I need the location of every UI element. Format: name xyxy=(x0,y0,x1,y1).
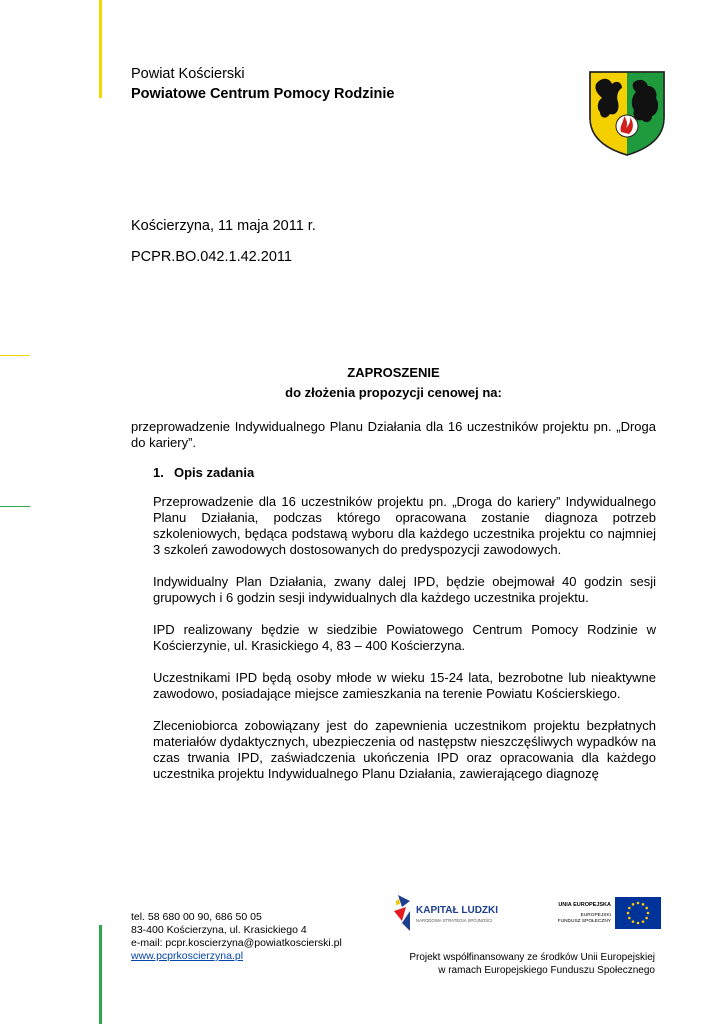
section-title-text: Opis zadania xyxy=(174,465,255,480)
fold-mark-green xyxy=(0,506,30,507)
footer-contact xyxy=(131,911,342,963)
document-title: ZAPROSZENIE xyxy=(347,365,440,380)
top-accent-bar xyxy=(99,0,102,98)
eu-star-icon xyxy=(647,912,650,915)
eu-star-icon xyxy=(645,907,648,910)
website-link[interactable]: www.pcprkoscierzyna.pl xyxy=(131,950,244,962)
document-meta xyxy=(131,216,316,267)
eu-line1: EUROPEJSKI xyxy=(580,913,611,918)
eu-star-icon xyxy=(642,903,645,906)
eu-star-icon xyxy=(628,917,631,920)
contact-email: e-mail: pcpr.koscierzyna@powiatkoscierski.pl xyxy=(131,937,342,949)
eu-star-icon xyxy=(628,907,631,910)
cofinancing-note xyxy=(375,951,655,977)
body-paragraph: Zleceniobiorca zobowiązany jest do zapewnienia uczestnikom projektu bezpłatnych materiałów dydaktycznych, ubezpieczenia od następstw nieszczęśliwych wypadków na czas trwania IPD, zaświadczenia ukończenia IPD oraz opracowania dla każdego uczestnika projektu Indywidualnego Planu Działania, zawierającego diagnozę xyxy=(153,718,656,781)
reference-number: PCPR.BO.042.1.42.2011 xyxy=(131,249,292,265)
contact-address: 83-400 Kościerzyna, ul. Krasickiego 4 xyxy=(131,924,307,936)
contact-phone: tel. 58 680 00 90, 686 50 05 xyxy=(131,911,262,923)
fold-mark-yellow xyxy=(0,355,30,356)
eu-line2: FUNDUSZ SPOŁECZNY xyxy=(557,919,611,924)
body-paragraph: Uczestnikami IPD będą osoby młode w wieku 15-24 lata, bezrobotne lub nieaktywne zawodowo, posiadające miejsce zamieszkania na terenie Powiatu Kościerskiego. xyxy=(153,670,656,701)
section-number: 1. xyxy=(153,465,164,480)
eu-star-icon xyxy=(637,922,640,925)
body-paragraph: Indywidualny Plan Działania, zwany dalej IPD, będzie obejmował 40 godzin sesji grupowych i 6 godzin sesji indywidualnych dla każdego uczestnika projektu. xyxy=(153,574,656,605)
eu-star-icon xyxy=(632,920,635,923)
coat-of-arms-icon xyxy=(588,70,666,156)
kl-subtitle: NARODOWA STRATEGIA SPÓJNOŚCI xyxy=(416,918,493,923)
eu-star-icon xyxy=(637,902,640,905)
kl-title: KAPITAŁ LUDZKI xyxy=(416,905,499,916)
eu-star-icon xyxy=(627,912,630,915)
document-subtitle: do złożenia propozycji cenowej na: xyxy=(285,385,502,400)
section-body xyxy=(153,494,656,798)
letterhead xyxy=(131,64,394,104)
eu-star-icon xyxy=(642,920,645,923)
eu-title: UNIA EUROPEJSKA xyxy=(558,902,611,908)
place-and-date: Kościerzyna, 11 maja 2011 r. xyxy=(131,218,316,234)
document-heading xyxy=(131,363,656,403)
eu-star-icon xyxy=(632,903,635,906)
kapital-ludzki-logo xyxy=(392,893,517,933)
body-paragraph: Przeprowadzenie dla 16 uczestników projektu pn. „Droga do kariery” Indywidualnego Planu Działania, podczas którego opracowana zostanie diagnoza potrzeb szkoleniowych, będąca podstawą wyboru dla każdego uczestnika projektu co najmniej 3 szkoleń zawodowych dostosowanych do predyspozycji zawodowych. xyxy=(153,494,656,557)
body-paragraph: IPD realizowany będzie w siedzibie Powiatowego Centrum Pomocy Rodzinie w Kościerzynie, ul. Krasickiego 4, 83 – 400 Kościerzyna. xyxy=(153,622,656,653)
cofinancing-line2: w ramach Europejskiego Funduszu Społecznego xyxy=(438,965,655,976)
cofinancing-line1: Projekt współfinansowany ze środków Unii Europejskiej xyxy=(409,952,655,963)
eu-star-icon xyxy=(645,917,648,920)
section-title xyxy=(153,465,254,480)
bottom-accent-bar xyxy=(99,925,102,1024)
eu-logo xyxy=(541,888,669,938)
intro-paragraph: przeprowadzenie Indywidualnego Planu Działania dla 16 uczestników projektu pn. „Droga do kariery”. xyxy=(131,419,656,450)
county-name: Powiat Kościerski xyxy=(131,66,245,82)
institution-name: Powiatowe Centrum Pomocy Rodzinie xyxy=(131,86,395,102)
